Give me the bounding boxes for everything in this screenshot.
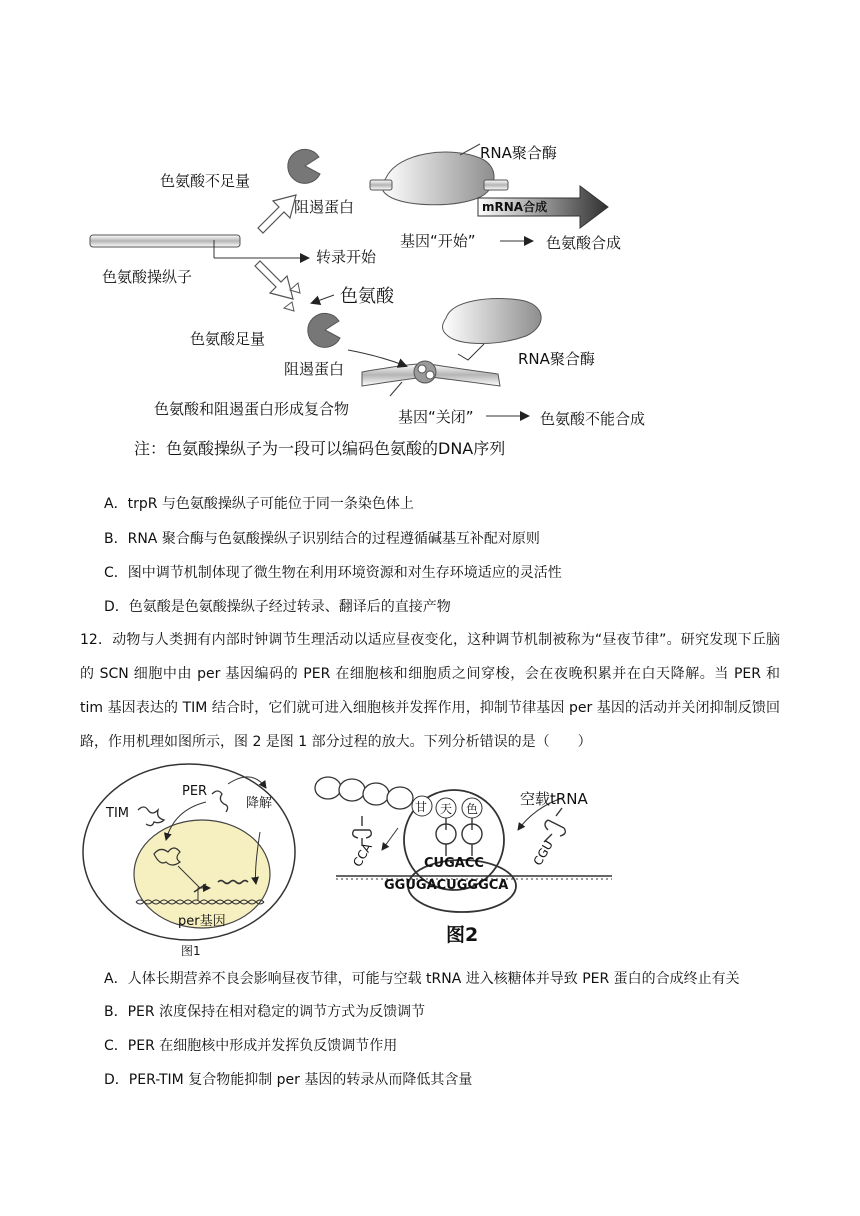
q11-option-c: C．图中调节机制体现了微生物在利用环境资源和对生存环境适应的灵活性 xyxy=(104,565,562,581)
label-trp-synthesis: 色氨酸合成 xyxy=(546,234,622,252)
q11-option-b: B．RNA 聚合酶与色氨酸操纵子识别结合的过程遵循碱基互补配对原则 xyxy=(104,531,540,547)
figure-note: 注：色氨酸操纵子为一段可以编码色氨酸的DNA序列 xyxy=(134,439,506,458)
label-trp-insufficient: 色氨酸不足量 xyxy=(160,172,251,190)
rna-polymerase-top xyxy=(382,152,494,205)
label-empty-trna: 空载tRNA xyxy=(520,790,588,808)
hollow-arrow-up xyxy=(258,195,296,233)
label-repressor-bottom: 阻遏蛋白 xyxy=(284,360,345,378)
figure1-caption: 图1 xyxy=(181,944,201,958)
anticodon-left: CCA xyxy=(350,840,375,870)
cell-figure xyxy=(78,760,300,960)
ribosome-figure xyxy=(312,768,612,948)
label-per: PER xyxy=(182,784,208,799)
label-repressor-top: 阻遏蛋白 xyxy=(294,198,355,216)
trp-operon-figure xyxy=(80,140,700,470)
label-gene-on: 基因“开始” xyxy=(400,232,476,250)
operator-dna-top xyxy=(90,235,240,247)
hollow-arrow-down xyxy=(255,261,293,299)
repressor-icon-bottom xyxy=(308,313,340,347)
mrna-sequence: GGUGACUGGGCA xyxy=(384,878,509,893)
q11-option-d: D．色氨酸是色氨酸操纵子经过转录、翻译后的直接产物 xyxy=(104,599,451,615)
label-operator: 色氨酸操纵子 xyxy=(102,268,193,286)
label-rna-polymerase-top: RNA聚合酶 xyxy=(480,144,557,162)
label-gene-off: 基因“关闭” xyxy=(398,408,474,426)
peptide-chain xyxy=(315,777,413,809)
q12-option-b: B．PER 浓度保持在相对稳定的调节方式为反馈调节 xyxy=(104,1004,426,1020)
q12-option-a: A．人体长期营养不良会影响昼夜节律，可能与空载 tRNA 进入核糖体并导致 PER 蛋白的合成终止有关 xyxy=(104,971,740,987)
label-complex: 色氨酸和阻遏蛋白形成复合物 xyxy=(154,400,350,418)
q12-option-c: C．PER 在细胞核中形成并发挥负反馈调节作用 xyxy=(104,1038,398,1054)
rna-polymerase-bottom xyxy=(443,299,542,344)
label-transcription-start: 转录开始 xyxy=(316,248,377,266)
q12-stem: 12．动物与人类拥有内部时钟调节生理活动以适应昼夜变化，这种调节机制被称为“昼夜节律”。研究发现下丘脑的 SCN 细胞中由 per 基因编码的 PER 在细胞核和细胞质之间穿梭，会在夜晚积累并在白天降解。当 PER 和 tim 基因表达的 TIM 结合时，它们就可进入细胞核并发挥作用，抑制节律基因 per 基因的活动并关闭抑制反馈回路，作用机理如图所示，图 2 是图 1 部分过程的放大。下列分析错误的是（ ） xyxy=(80,632,780,750)
label-degrade: 降解 xyxy=(246,796,273,811)
amino-acid-1: 甘 xyxy=(415,800,428,814)
amino-acid-3: 色 xyxy=(466,802,479,816)
repressor-icon-top xyxy=(288,149,320,183)
label-trp-sufficient: 色氨酸足量 xyxy=(190,330,266,348)
label-per-gene: per基因 xyxy=(178,914,226,929)
label-trp: 色氨酸 xyxy=(340,286,394,307)
q11-option-a: A．trpR 与色氨酸操纵子可能位于同一条染色体上 xyxy=(104,496,414,512)
label-rna-polymerase-bottom: RNA聚合酶 xyxy=(518,350,595,368)
label-tim: TIM xyxy=(106,806,129,821)
figure2-caption: 图2 xyxy=(446,924,479,946)
anticodon-right: CGU xyxy=(530,838,556,868)
q12-option-d: D．PER-TIM 复合物能抑制 per 基因的转录从而降低其含量 xyxy=(104,1072,473,1088)
empty-trna-icon xyxy=(544,808,565,842)
label-trp-no-synthesis: 色氨酸不能合成 xyxy=(540,410,646,428)
anticodon-sequence: CUGACC xyxy=(424,856,484,871)
label-mrna-synthesis: mRNA合成 xyxy=(482,200,548,214)
amino-acid-2: 天 xyxy=(440,802,453,816)
